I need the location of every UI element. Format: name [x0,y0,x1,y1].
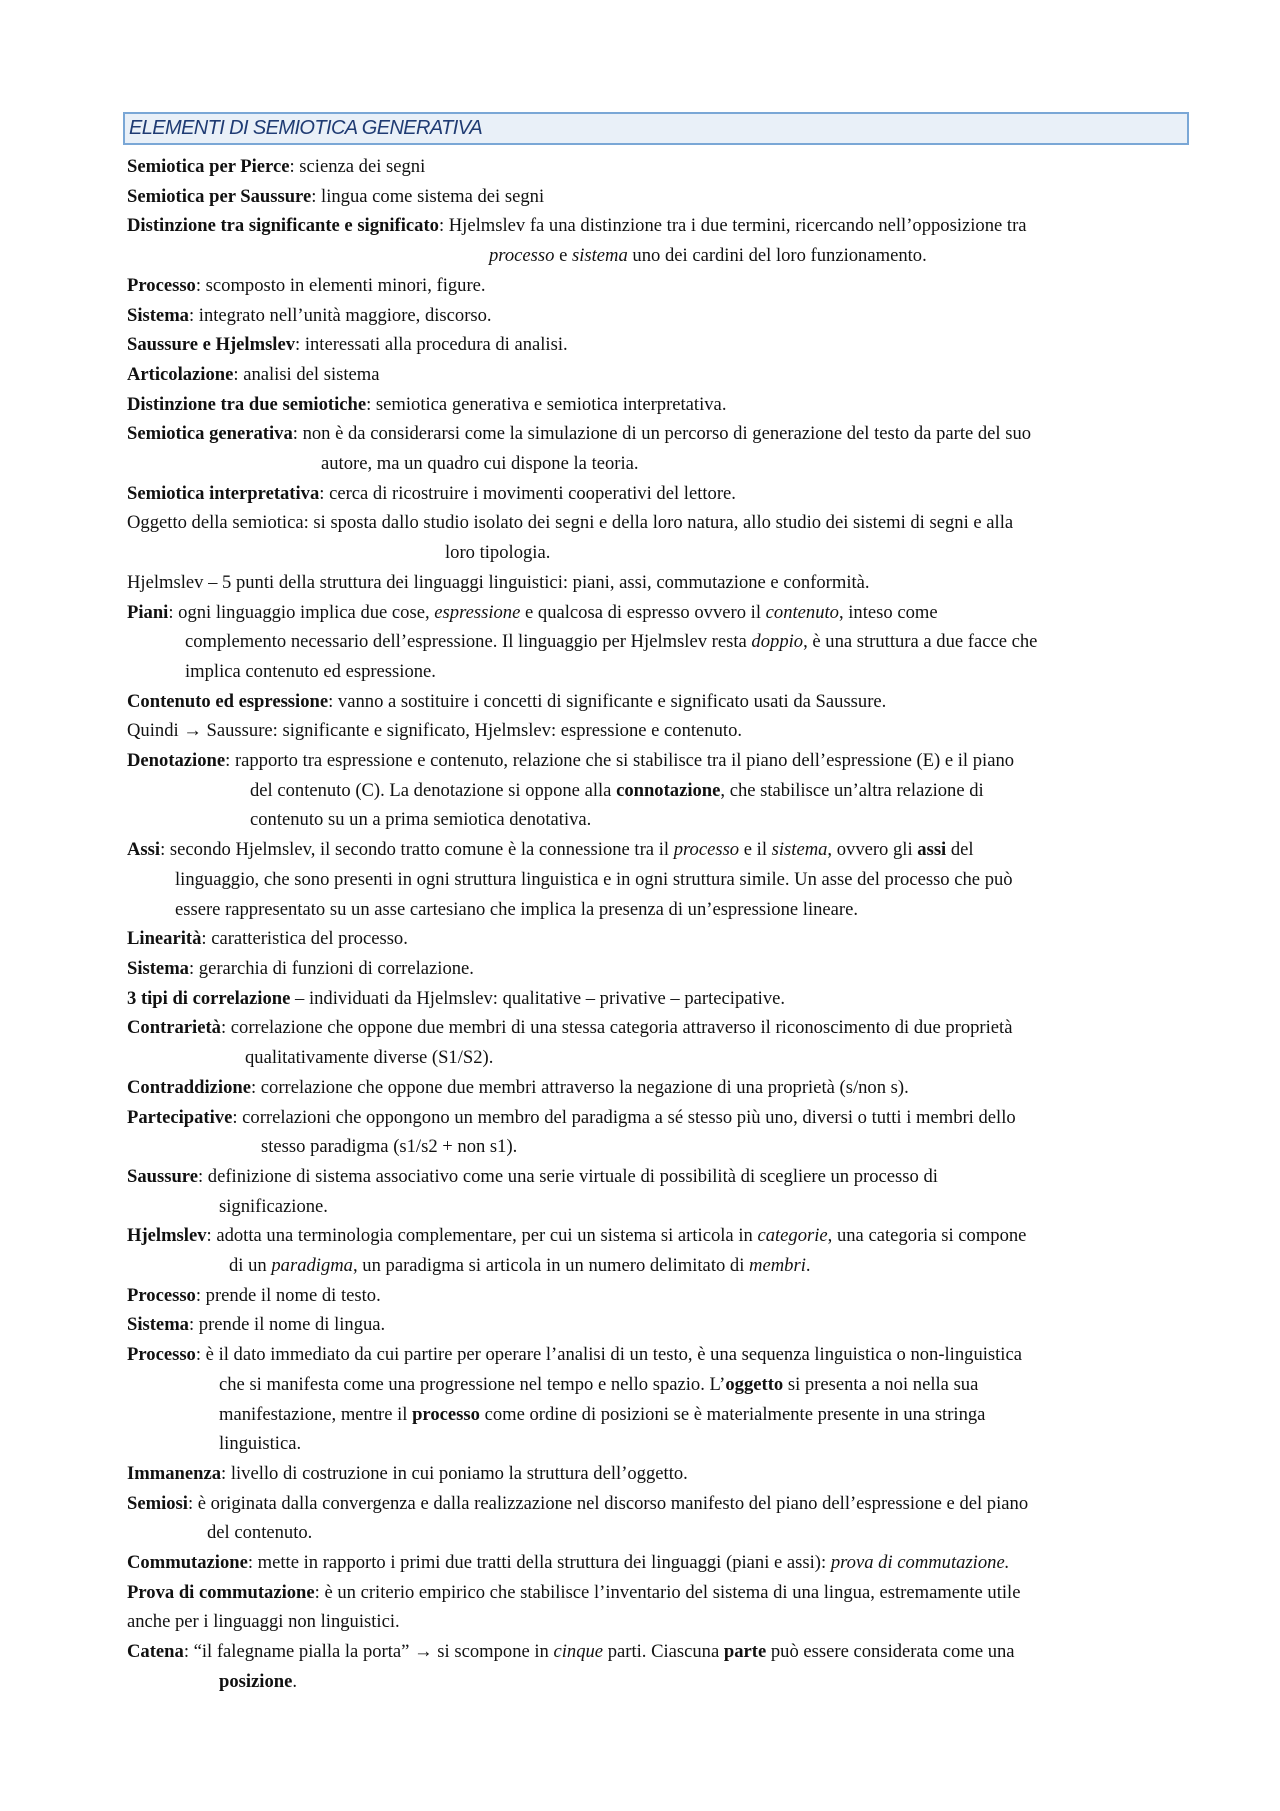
paragraph [127,1548,1185,1578]
paragraph-first-line [127,1221,1185,1251]
bold-term: Saussure e Hjelmslev [127,334,296,356]
text-run: : gerarchia di funzioni di correlazione. [188,957,474,979]
text-run: manifestazione, mentre il [219,1403,413,1425]
text-run: : ogni linguaggio implica due cose, [168,601,435,623]
paragraph [127,1162,1185,1221]
paragraph-continuation-line [127,449,1185,479]
bold-term: Commutazione [127,1552,248,1574]
text-run: complemento necessario dell’espressione. Il linguaggio per Hjelmslev resta [185,631,752,653]
paragraph [127,211,1185,270]
paragraph-first-line [127,598,1185,628]
text-run: : è un criterio empirico che stabilisce l’inventario del sistema di una lingua, estremamente utile [314,1581,1021,1603]
text-run: : scienza dei segni [289,156,426,177]
paragraph-first-line [127,1578,1185,1608]
paragraph-continuation-line [127,1607,1185,1637]
italic-term: espressione [434,601,521,623]
text-run: Hjelmslev – 5 punti della struttura dei linguaggi linguistici: piani, assi, commutazione e conformità. [127,571,870,593]
italic-term: sistema [771,839,828,861]
text-run: : non è da considerarsi come la simulazione di un percorso di generazione del testo da parte del suo [292,423,1032,445]
paragraph-first-line [127,211,1185,241]
paragraph-continuation-line [127,1518,1185,1548]
paragraph-first-line [127,1489,1185,1519]
bold-term: Distinzione tra due semiotiche [127,393,367,415]
text-run: e il [739,839,772,861]
italic-term: sistema [571,245,628,267]
text-run: , un paradigma si articola in un numero delimitato di [352,1255,750,1277]
text-run: del contenuto. [207,1522,313,1544]
italic-term: processo [489,245,555,267]
bold-term: Processo [127,1284,196,1306]
bold-term: posizione [219,1670,293,1692]
paragraph-continuation-line [127,895,1185,925]
paragraph [127,1459,1185,1489]
paragraph [127,598,1185,687]
paragraph-first-line [127,1013,1185,1043]
paragraph-first-line [127,835,1185,865]
paragraph [127,390,1185,420]
document-page [127,112,1185,1697]
paragraph [127,1578,1185,1637]
bold-term: connotazione [616,779,721,801]
italic-term: prova di commutazione. [830,1552,1010,1574]
text-run: : correlazione che oppone due membri attraverso la negazione di una proprietà (s/non s). [250,1076,909,1098]
text-run: uno dei cardini del loro funzionamento. [627,245,927,267]
paragraph-continuation-line [127,1429,1185,1459]
text-run: : mette in rapporto i primi due tratti della struttura dei linguaggi (piani e assi): [247,1552,831,1574]
paragraph [127,1340,1185,1459]
text-run: stesso paradigma (s1/s2 + non s1). [261,1136,518,1158]
paragraph [127,1013,1185,1072]
text-run: : adotta una terminologia complementare, per cui un sistema si articola in [206,1225,758,1247]
text-run: : è originata dalla convergenza e dalla realizzazione nel discorso manifesto del piano dell’espressione e del piano [187,1492,1029,1514]
text-run: significazione. [219,1195,328,1217]
paragraph-continuation-line [127,776,1185,806]
text-run: linguaggio, che sono presenti in ogni struttura linguistica e in ogni struttura simile. Un asse del processo che può [175,868,1013,890]
paragraph [127,1073,1185,1103]
paragraph [127,568,1185,598]
text-run: : interessati alla procedura di analisi. [295,334,568,356]
paragraph [127,954,1185,984]
section-heading-box [123,112,1189,145]
text-run: loro tipologia. [445,542,551,564]
italic-term: cinque [553,1641,604,1663]
bold-term: Saussure [127,1165,198,1187]
bold-term: Contrarietà [127,1017,221,1039]
text-run: : semiotica generativa e semiotica interpretativa. [366,393,727,415]
text-run: : rapporto tra espressione e contenuto, relazione che si stabilisce tra il piano dell’espressione (E) e il piano [225,750,1015,772]
italic-term: categorie [757,1225,828,1247]
paragraph [127,1637,1185,1696]
text-run: : correlazione che oppone due membri di una stessa categoria attraverso il riconoscimento di due proprietà [220,1017,1013,1039]
paragraph-continuation-line [127,1132,1185,1162]
bold-term: Prova di commutazione [127,1581,315,1603]
bold-term: 3 tipi di correlazione [127,987,291,1009]
paragraph [127,1221,1185,1280]
text-run: : cerca di ricostruire i movimenti cooperativi del lettore. [319,482,736,504]
text-run: come ordine di posizioni se è materialmente presente in una stringa [479,1403,986,1425]
text-run: , inteso come [838,601,938,623]
paragraph-continuation-line [127,865,1185,895]
paragraph [127,924,1185,954]
bold-term: Immanenza [127,1462,221,1484]
text-run: linguistica. [219,1433,302,1455]
italic-term: paradigma [271,1255,353,1277]
paragraph [127,746,1185,835]
paragraph [127,360,1185,390]
text-run: può essere considerata come una [766,1641,1015,1663]
bold-term: Linearità [127,928,202,950]
section-title: ELEMENTI DI SEMIOTICA GENERATIVA [129,117,483,139]
text-run: autore, ma un quadro cui dispone la teoria. [321,453,639,475]
bold-term: Hjelmslev [127,1225,207,1247]
text-run: , ovvero gli [827,839,918,861]
bold-term: assi [917,839,947,861]
paragraph-first-line [127,746,1185,776]
paragraph-continuation-line [127,1667,1185,1697]
bold-term: Processo [127,1344,196,1366]
paragraph-continuation-line [127,538,1185,568]
text-run: del contenuto (C). La denotazione si oppone alla [250,779,617,801]
bold-term: processo [412,1403,480,1425]
text-run: Quindi → Saussure: significante e significato, Hjelmslev: espressione e contenuto. [127,720,743,742]
text-run: : prende il nome di lingua. [188,1314,386,1336]
paragraph [127,984,1185,1014]
paragraph [127,716,1185,746]
paragraph [127,330,1185,360]
paragraph [127,182,1185,212]
paragraph [127,1281,1185,1311]
paragraph [127,479,1185,509]
paragraph-continuation-line [127,1043,1185,1073]
bold-term: Distinzione tra significante e significato [127,215,439,237]
bold-term: Denotazione [127,750,226,772]
bold-term: Semiotica interpretativa [127,482,320,504]
paragraph-continuation-line [127,805,1185,835]
text-run: si presenta a noi nella sua [783,1373,979,1395]
paragraph-continuation-line [127,1192,1185,1222]
italic-term: membri [749,1255,806,1277]
text-run: qualitativamente diverse (S1/S2). [245,1047,494,1069]
bold-term: parte [723,1641,767,1663]
document-body [127,152,1185,1697]
text-run: implica contenuto ed espressione. [185,660,436,682]
text-run: e qualcosa di espresso ovvero il [520,601,766,623]
text-run: anche per i linguaggi non linguistici. [127,1611,400,1633]
paragraph-continuation-line [127,241,1185,271]
text-run: : definizione di sistema associativo come una serie virtuale di possibilità di scegliere un processo di [197,1165,938,1187]
paragraph [127,1103,1185,1162]
text-run: – individuati da Hjelmslev: qualitative – privative – partecipative. [290,987,786,1009]
bold-term: Contenuto ed espressione [127,690,329,712]
text-run: . [805,1255,811,1277]
bold-term: Semiotica generativa [127,423,293,445]
text-run: : Hjelmslev fa una distinzione tra i due termini, ricercando nell’opposizione tra [438,215,1027,237]
text-run: contenuto su un a prima semiotica denotativa. [250,809,592,831]
text-run: , che stabilisce un’altra relazione di [720,779,984,801]
bold-term: Sistema [127,1314,189,1336]
bold-term: Processo [127,274,196,296]
bold-term: Partecipative [127,1106,233,1128]
bold-term: Piani [127,601,169,623]
paragraph-continuation-line [127,627,1185,657]
paragraph [127,508,1185,567]
text-run: : scomposto in elementi minori, figure. [195,274,486,296]
text-run: Oggetto della semiotica: si sposta dallo studio isolato dei segni e della loro natura, allo studio dei sistemi di segni e alla [127,512,1014,534]
text-run: di un [229,1255,272,1277]
italic-term: doppio [751,631,804,653]
text-run: : “il falegname pialla la porta” → si scompone in [183,1641,554,1663]
text-run: : è il dato immediato da cui partire per operare l’analisi di un testo, è una sequenza linguistica o non-linguistica [195,1344,1022,1366]
paragraph [127,152,1185,182]
paragraph-continuation-line [127,1370,1185,1400]
text-run: essere rappresentato su un asse cartesiano che implica la presenza di un’espressione lineare. [175,898,859,920]
text-run: parti. Ciascuna [603,1641,724,1663]
paragraph-first-line [127,1340,1185,1370]
paragraph-continuation-line [127,657,1185,687]
text-run: : correlazioni che oppongono un membro del paradigma a sé stesso più uno, diversi o tutti i membri dello [232,1106,1016,1128]
paragraph-first-line [127,508,1185,538]
bold-term: Assi [127,839,161,861]
text-run: : lingua come sistema dei segni [311,185,545,207]
paragraph [127,1489,1185,1548]
text-run: del [946,839,974,861]
bold-term: Catena [127,1641,184,1663]
text-run: e [554,245,572,267]
text-run: : livello di costruzione in cui poniamo la struttura dell’oggetto. [221,1462,688,1484]
bold-term: Semiosi [127,1492,188,1514]
text-run: : analisi del sistema [233,363,380,385]
bold-term: oggetto [725,1373,784,1395]
paragraph-continuation-line [127,1400,1185,1430]
text-run: . [292,1670,298,1692]
text-run: , una categoria si compone [827,1225,1027,1247]
text-run: : secondo Hjelmslev, il secondo tratto comune è la connessione tra il [160,839,674,861]
paragraph [127,419,1185,478]
text-run: : integrato nell’unità maggiore, discorso. [188,304,492,326]
text-run: che si manifesta come una progressione nel tempo e nello spazio. L’ [219,1373,726,1395]
paragraph-first-line [127,1637,1185,1667]
bold-term: Sistema [127,304,189,326]
paragraph-first-line [127,1162,1185,1192]
paragraph [127,687,1185,717]
bold-term: Sistema [127,957,189,979]
paragraph [127,301,1185,331]
bold-term: Semiotica per Pierce [127,156,290,177]
paragraph [127,1310,1185,1340]
bold-term: Articolazione [127,363,234,385]
paragraph [127,835,1185,924]
italic-term: processo [673,839,740,861]
text-run: : prende il nome di testo. [195,1284,381,1306]
italic-term: contenuto [765,601,839,623]
text-run: : vanno a sostituire i concetti di significante e significato usati da Saussure. [328,690,887,712]
paragraph-first-line [127,1103,1185,1133]
paragraph-first-line [127,419,1185,449]
paragraph [127,271,1185,301]
bold-term: Semiotica per Saussure [127,185,312,207]
text-run: , è una struttura a due facce che [803,631,1038,653]
bold-term: Contraddizione [127,1076,251,1098]
paragraph-continuation-line [127,1251,1185,1281]
text-run: : caratteristica del processo. [201,928,408,950]
